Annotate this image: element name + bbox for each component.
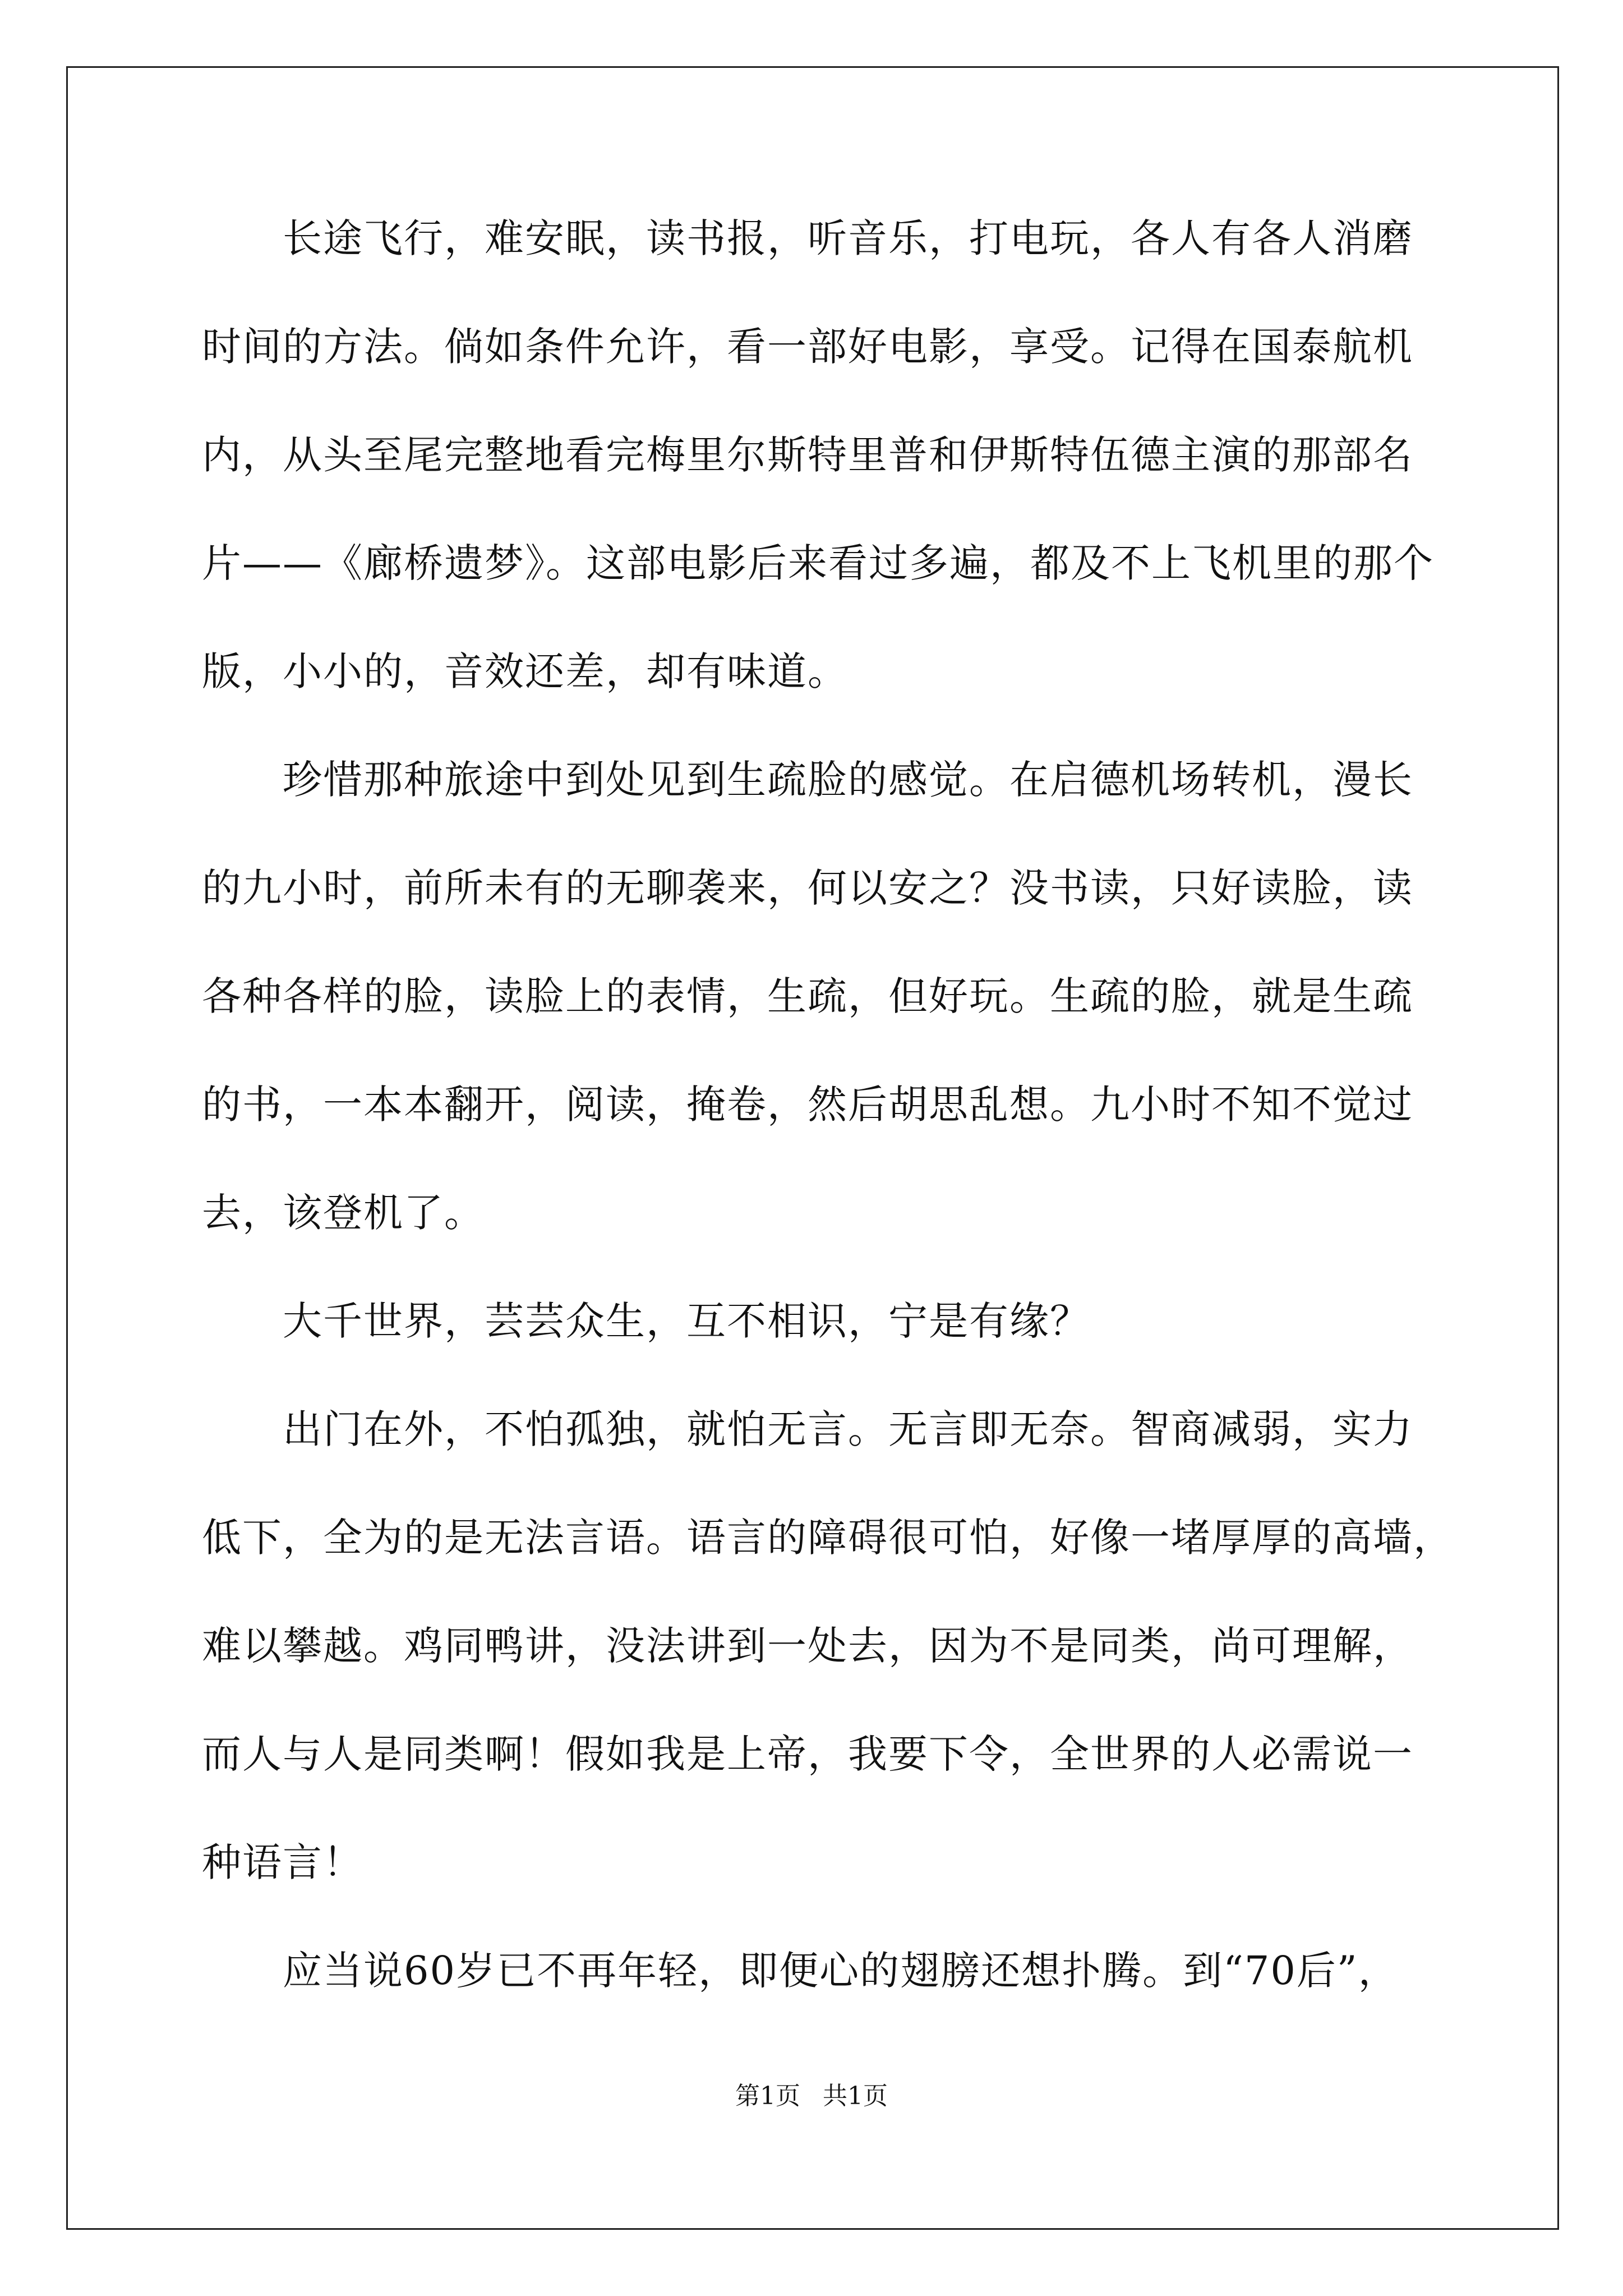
text-line: 时间的方法。倘如条件允许，看一部好电影，享受。记得在国泰航机 <box>202 324 1413 370</box>
text-line: 去，该登机了。 <box>202 1190 485 1236</box>
text-line: 珍惜那种旅途中到处见到生疏脸的感觉。在启德机场转机，漫长 <box>202 757 1413 803</box>
text-line: 各种各样的脸，读脸上的表情，生疏，但好玩。生疏的脸，就是生疏 <box>202 973 1413 1019</box>
text-line: 的书，一本本翻开，阅读，掩卷，然后胡思乱想。九小时不知不觉过 <box>202 1082 1413 1128</box>
page-border <box>66 66 1559 2230</box>
text-line: 大千世界，芸芸众生，互不相识，宁是有缘？ <box>202 1298 1090 1344</box>
page-total: 共1页 <box>823 2082 888 2110</box>
page-footer <box>0 2076 1623 2111</box>
text-line: 低下，全为的是无法言语。语言的障碍很可怕，好像一堵厚厚的高墙， <box>202 1515 1454 1561</box>
text-line: 片——《廊桥遗梦》。这部电影后来看过多遍，都及不上飞机里的那个 <box>202 540 1434 586</box>
text-line: 难以攀越。鸡同鸭讲，没法讲到一处去，因为不是同类，尚可理解， <box>202 1623 1413 1669</box>
text-line: 内，从头至尾完整地看完梅里尔斯特里普和伊斯特伍德主演的那部名 <box>202 432 1413 478</box>
text-line: 长途飞行，难安眠，读书报，听音乐，打电玩，各人有各人消磨 <box>202 215 1413 261</box>
text-line: 应当说60岁已不再年轻，即便心的翅膀还想扑腾。到“70后”， <box>202 1948 1399 1994</box>
text-line: 种语言！ <box>202 1839 363 1885</box>
page-number: 第1页 <box>735 2082 800 2110</box>
text-line: 的九小时，前所未有的无聊袭来，何以安之？没书读，只好读脸，读 <box>202 865 1413 911</box>
text-line: 而人与人是同类啊！假如我是上帝，我要下令，全世界的人必需说一 <box>202 1731 1413 1777</box>
text-line: 出门在外，不怕孤独，就怕无言。无言即无奈。智商减弱，实力 <box>202 1406 1413 1452</box>
text-line: 版，小小的，音效还差，却有味道。 <box>202 648 848 694</box>
